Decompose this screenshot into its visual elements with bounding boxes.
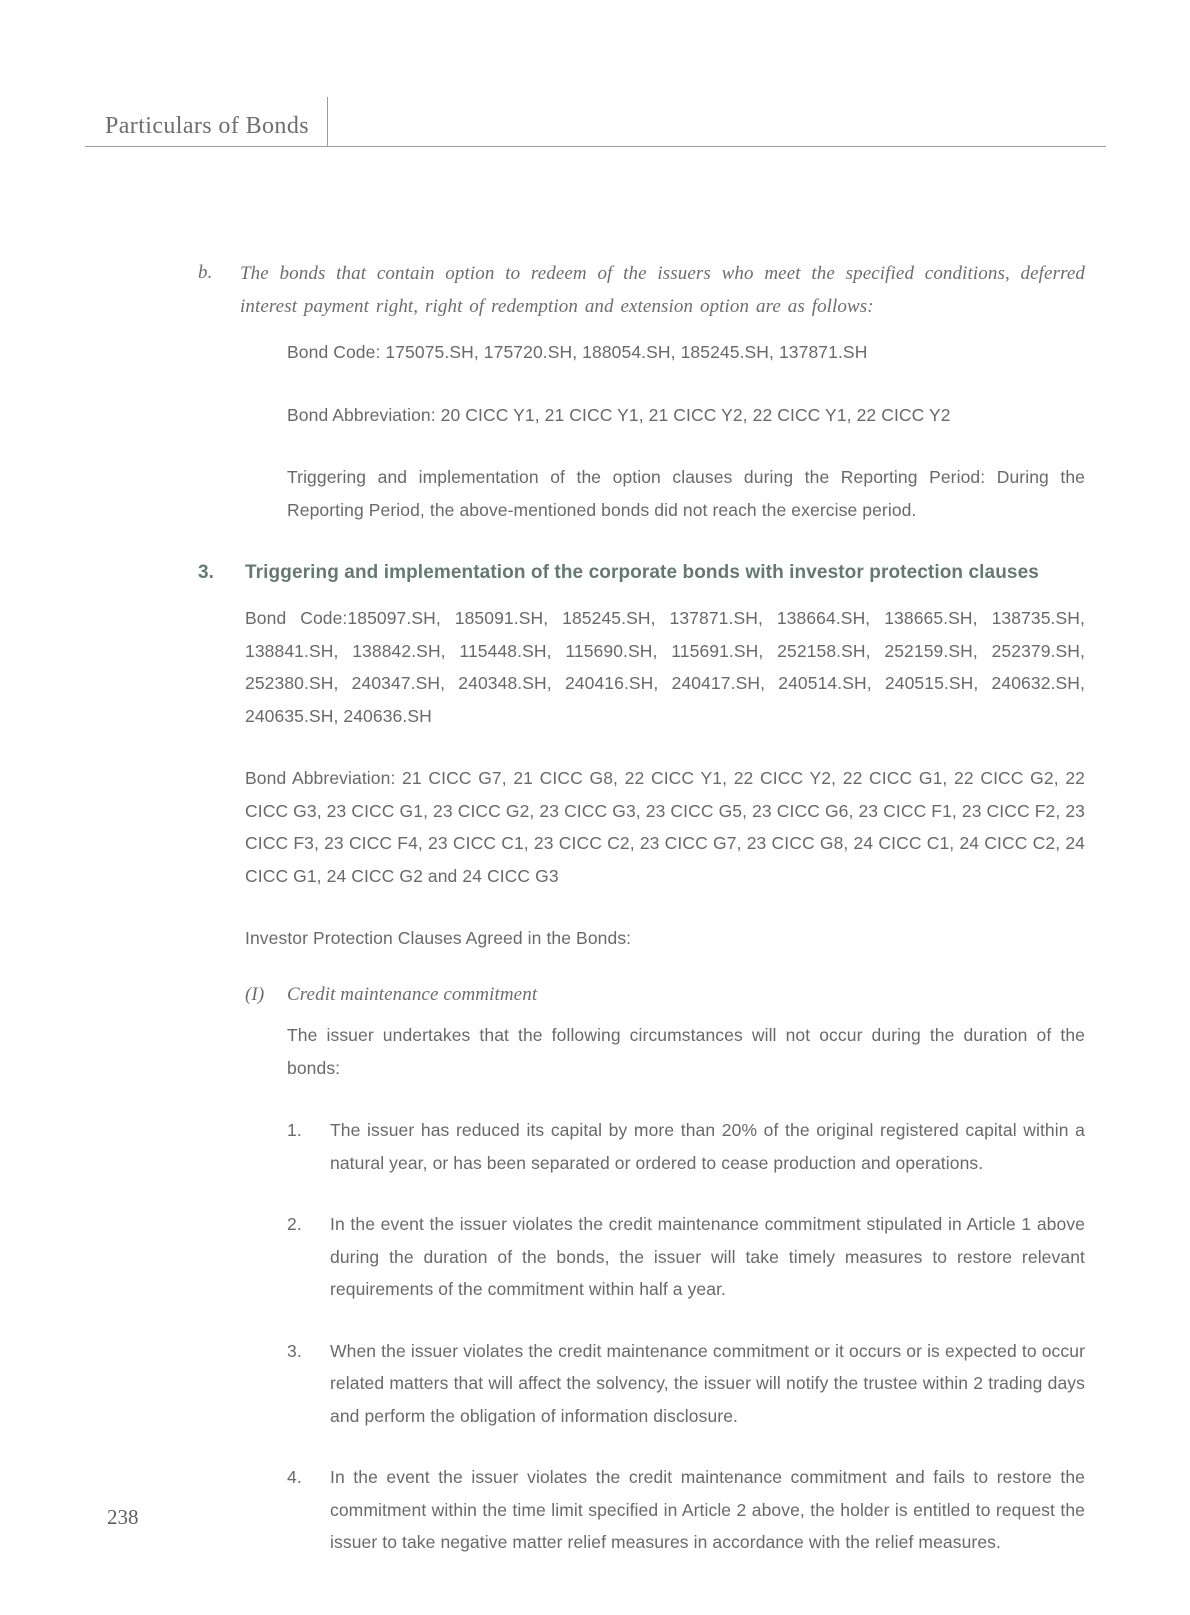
list-item-text: When the issuer violates the credit maintenance commitment or it occurs or is expected to occur related matters that will affect the solvency, the issuer will notify the trustee within 2 trading days and perform the obligation of information disclosure. — [330, 1340, 1085, 1426]
section-b — [198, 257, 1085, 323]
list-item — [287, 1208, 1085, 1306]
page-title: Particulars of Bonds — [105, 113, 309, 139]
page-header — [85, 95, 1106, 147]
section-3-bond-code: Bond Code:185097.SH, 185091.SH, 185245.SH, 137871.SH, 138664.SH, 138665.SH, 138735.SH, 138841.SH, 138842.SH, 115448.SH, 115690.SH, 115691.SH, 252158.SH, 252159.SH, 252379.SH, 252380.SH, 240347.SH, 240348.SH, 240416.SH, 240417.SH, 240514.SH, 240515.SH, 240632.SH, 240635.SH, 240636.SH — [245, 608, 1085, 726]
section-b-bond-abbreviation: Bond Abbreviation: 20 CICC Y1, 21 CICC Y1, 21 CICC Y2, 22 CICC Y1, 22 CICC Y2 — [287, 404, 951, 425]
clause-1-label: (I) — [245, 983, 265, 1005]
list-item — [287, 1335, 1085, 1433]
clause-1-title: Credit maintenance commitment — [287, 983, 538, 1005]
list-item-text: In the event the issuer violates the credit maintenance commitment and fails to restore the commitment within the time limit specified in Article 2 above, the holder is entitled to request the issuer to take negative matter relief measures in accordance with the relief measures. — [330, 1467, 1085, 1552]
clause-1-intro: The issuer undertakes that the following circumstances will not occur during the duration of the bonds: — [287, 1025, 1085, 1078]
list-item-number: 4. — [287, 1467, 302, 1487]
list-item — [287, 1114, 1085, 1179]
document-content — [198, 257, 1085, 1588]
list-item-number: 3. — [287, 1340, 302, 1361]
section-b-label: b. — [198, 262, 213, 283]
section-b-heading: The bonds that contain option to redeem of the issuers who meet the specified conditions, deferred interest payment right, right of redemption and extension option are as follows: — [240, 263, 1085, 317]
list-item-number: 1. — [287, 1120, 302, 1140]
section-3-title: Triggering and implementation of the corporate bonds with investor protection clauses — [245, 562, 1039, 583]
section-3-heading — [198, 556, 1085, 589]
section-b-triggering-note: Triggering and implementation of the option clauses during the Reporting Period: During the Reporting Period, the above-mentioned bonds did not reach the exercise period. — [287, 467, 1085, 520]
section-b-bond-code: Bond Code: 175075.SH, 175720.SH, 188054.SH, 185245.SH, 137871.SH — [287, 342, 868, 362]
list-item-number: 2. — [287, 1214, 302, 1234]
list-item-text: The issuer has reduced its capital by more than 20% of the original registered capital within a natural year, or has been separated or ordered to cease production and operations. — [330, 1120, 1085, 1173]
section-3-number: 3. — [198, 562, 215, 583]
list-item-text: In the event the issuer violates the credit maintenance commitment stipulated in Article 1 above during the duration of the bonds, the issuer will take timely measures to restore relevant requirements of the commitment within half a year. — [330, 1214, 1085, 1299]
list-item — [287, 1461, 1085, 1559]
section-3-bond-abbreviation: Bond Abbreviation: 21 CICC G7, 21 CICC G8, 22 CICC Y1, 22 CICC Y2, 22 CICC G1, 22 CICC G2, 22 CICC G3, 23 CICC G1, 23 CICC G2, 23 CICC G3, 23 CICC G5, 23 CICC G6, 23 CICC F1, 23 CICC F2, 23 CICC F3, 23 CICC F4, 23 CICC C1, 23 CICC C2, 23 CICC G7, 23 CICC G8, 24 CICC C1, 24 CICC C2, 24 CICC G1, 24 CICC G2 and 24 CICC G3 — [245, 768, 1085, 886]
header-vertical-rule — [327, 97, 328, 147]
investor-clauses-intro: Investor Protection Clauses Agreed in the Bonds: — [245, 928, 632, 948]
page-number: 238 — [107, 1505, 139, 1529]
clause-1-heading — [245, 979, 1085, 1012]
